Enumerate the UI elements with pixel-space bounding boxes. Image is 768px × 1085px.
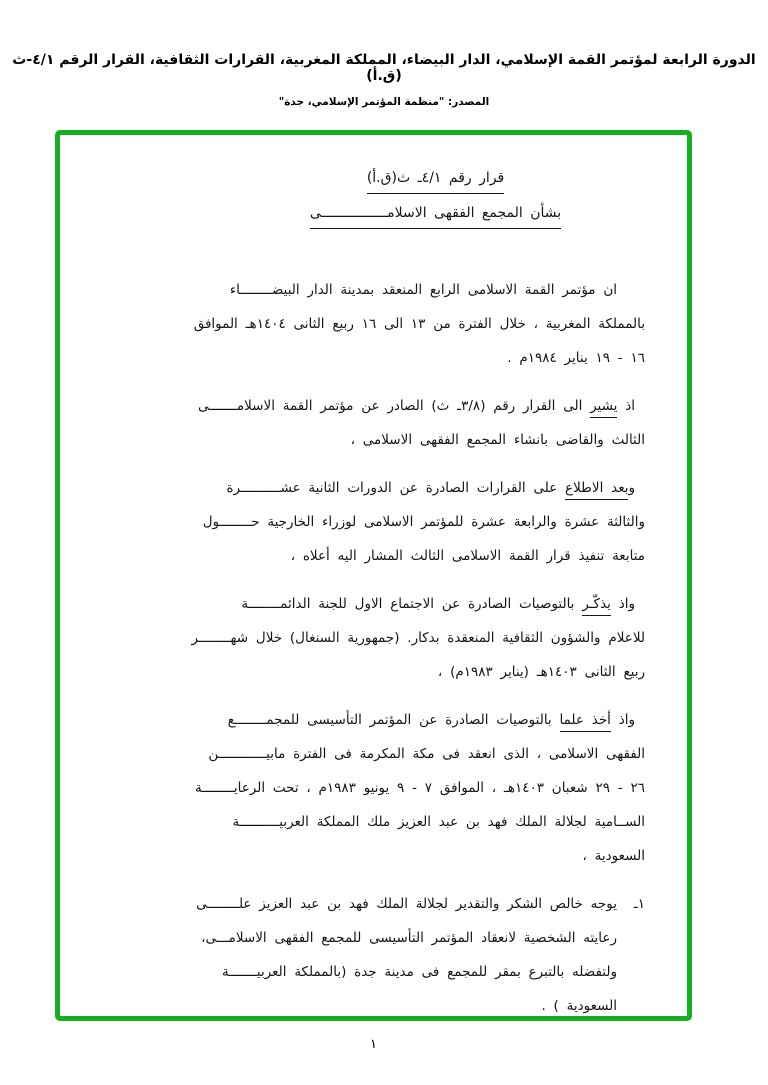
text-line: الفقهى الاسلامى ، الذى انعقد فى مكة المكرمة فى الفترة مابيــــــــــــن [208, 746, 645, 762]
text-line: ربيع الثانى ١٤٠٣هـ (يناير ١٩٨٣م) ، [437, 664, 645, 680]
text-line: واذ يذكّـر بالتوصيات الصادرة عن الاجتماع الاول للجنة الدائمــــــــة [100, 587, 635, 621]
underlined-lead-word: يشير [590, 398, 617, 418]
resolution-number: قرار رقم ٤/١ـ ث(ق.أ) [367, 167, 504, 194]
text-line: ان مؤتمر القمة الاسلامى الرابع المنعقد بمدينة الدار البيضــــــــاء [229, 282, 617, 298]
text-line: ولتفضله بالتبرع بمقر للمجمع فى مدينة جدة (بالمملكة العربيـــــــة [221, 964, 617, 980]
item-text [100, 887, 617, 1023]
underlined-lead-word: أخذ علما [560, 712, 611, 732]
preamble-paragraph-3 [100, 471, 645, 573]
citation-title: الدورة الرابعة لمؤتمر القمة الإسلامي، الدار البيضاء، المملكة المغربية، القرارات الثقافية، القرار الرقم ٤/١-ث (ق.أ) [12, 52, 756, 84]
text-line: السعودية ) . [541, 998, 617, 1014]
underlined-lead-word: بعد الاطلاع [565, 480, 628, 500]
underlined-lead-word: يذكّـر [582, 596, 611, 616]
text-line: متابعة تنفيذ قرار القمة الاسلامى الثالث المشار اليه أعلاه ، [290, 548, 645, 564]
document-scan-frame [55, 130, 692, 1021]
citation-header [0, 0, 768, 108]
text-line: بالمملكة المغربية ، خلال الفترة من ١٣ الى ١٦ ربيع الثانى ١٤٠٤هـ الموافق [193, 316, 645, 332]
text-line: اذ يشير الى القرار رقم (٣/٨ـ ث) الصادر عن مؤتمر القمة الاسلامـــــــى [100, 389, 635, 423]
preamble-paragraph-2 [100, 389, 645, 457]
text-line: رعايته الشخصية لانعقاد المؤتمر التأسيسى للمجمع الفقهى الاسلامـــى، [201, 930, 617, 946]
preamble-paragraph-1 [100, 273, 645, 375]
text-line: يوجه خالص الشكر والتقدير لجلالة الملك فهد بن عبد العزيز علــــــــى [196, 896, 617, 912]
text-line: ١٦ - ١٩ يناير ١٩٨٤م . [507, 350, 645, 366]
text-line: وبعد الاطلاع على القرارات الصادرة عن الدورات الثانية عشــــــــــرة [100, 471, 635, 505]
text-line: ٢٦ - ٢٩ شعبان ١٤٠٣هـ ، الموافق ٧ - ٩ يونيو ١٩٨٣م ، تحت الرعايــــــــة [194, 780, 645, 796]
preamble-paragraph-4 [100, 587, 645, 689]
text-line: الثالث والقاضى بانشاء المجمع الفقهى الاسلامى ، [350, 432, 645, 448]
resolution-item-1 [100, 887, 645, 1023]
text-line: للاعلام والشؤون الثقافية المنعقدة بدكار. (جمهورية السنغال) خلال شهــــــــر [191, 630, 645, 646]
text-line: واذ أخذ علما بالتوصيات الصادرة عن المؤتمر التأسيسى للمجمــــــــع [100, 703, 635, 737]
page-number: ١ [370, 1037, 377, 1052]
item-number: ١ـ [633, 896, 645, 912]
resolution-subject: بشأن المجمع الفقهى الاسلامــــــــــــــــى [310, 202, 561, 229]
resolution-title [163, 167, 708, 237]
preamble-paragraph-5 [100, 703, 645, 873]
citation-source: المصدر: "منظمة المؤتمر الإسلامي، جدة" [278, 96, 490, 108]
text-line: السعودية ، [582, 848, 645, 864]
document-body [60, 135, 687, 1023]
text-line: الســامية لجلالة الملك فهد بن عبد العزيز ملك المملكة العربيــــــــــة [232, 814, 645, 830]
text-line: والثالثة عشرة والرابعة عشرة للمؤتمر الاسلامى لوزراء الخارجية حــــــــول [202, 514, 645, 530]
